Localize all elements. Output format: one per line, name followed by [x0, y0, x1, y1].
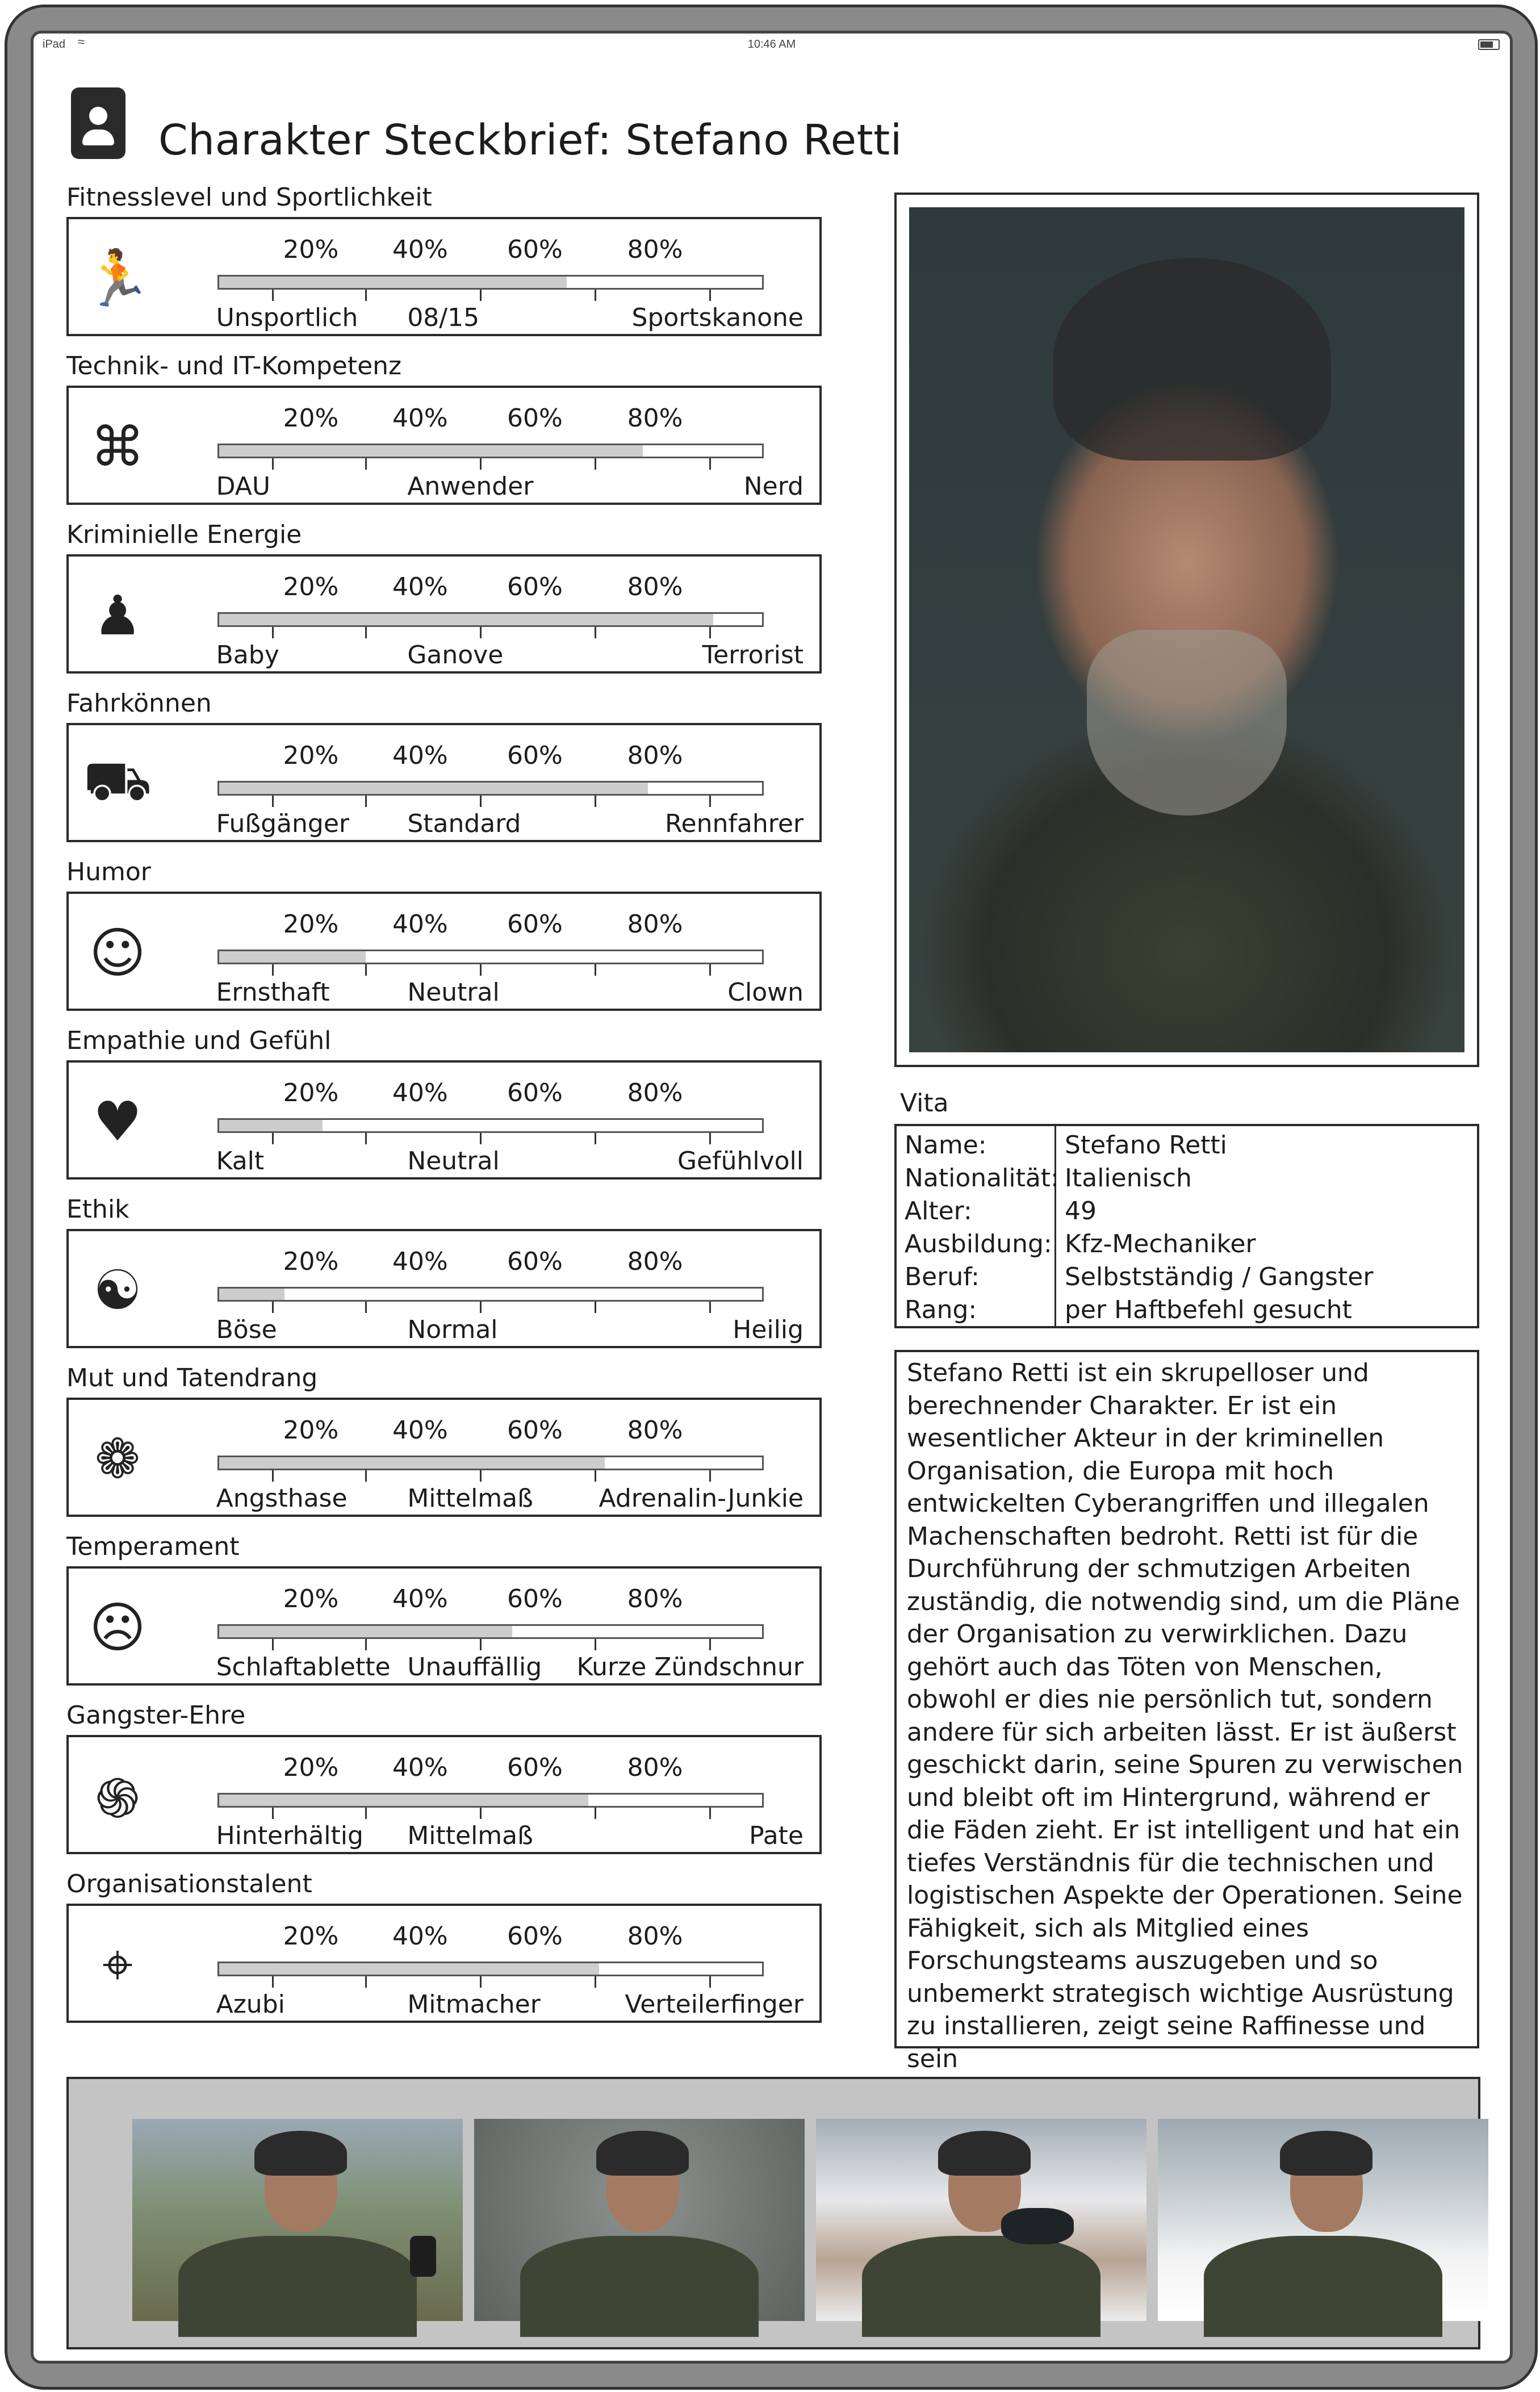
percent-label: 60%: [507, 1247, 563, 1276]
scale-label-high: Rennfahrer: [664, 809, 804, 838]
trait-heading: Temperament: [66, 1532, 240, 1561]
percent-label: 80%: [627, 1078, 683, 1107]
percent-label: 80%: [627, 741, 683, 770]
brain-icon: ⌘: [90, 415, 145, 479]
trait-heading: Fahrkönnen: [66, 689, 212, 718]
percent-label: 80%: [627, 910, 683, 939]
trait-slider[interactable]: [217, 1287, 764, 1302]
spiral-icon: ֍: [95, 1766, 140, 1830]
vita-label: Vita: [900, 1089, 949, 1118]
scale-label-mid: Mitmacher: [407, 1990, 541, 2019]
trait-heading: Fitnesslevel und Sportlichkeit: [66, 183, 432, 212]
vita-key: Beruf:: [905, 1262, 980, 1291]
vita-divider: [1054, 1126, 1056, 1326]
wifi-icon: ≈: [78, 35, 85, 49]
percent-label: 40%: [392, 1753, 448, 1782]
trait-slider-fill: [219, 1626, 512, 1637]
pumpkin-icon: ❁: [94, 1427, 141, 1491]
scale-label-high: Adrenalin-Junkie: [599, 1484, 804, 1513]
scale-label-low: Angsthase: [216, 1484, 348, 1513]
trait-slider[interactable]: [217, 612, 764, 627]
percent-label: 20%: [283, 235, 339, 264]
gallery-photo-4[interactable]: [1158, 2119, 1488, 2321]
scale-label-mid: Standard: [407, 809, 521, 838]
scale-label-high: Clown: [727, 978, 804, 1007]
trait-heading: Kriminielle Energie: [66, 520, 302, 549]
slider-ticks: [217, 458, 764, 470]
running-person-icon: 🏃: [83, 246, 152, 310]
scale-label-mid: Anwender: [407, 472, 534, 501]
percent-label: 20%: [283, 1584, 339, 1613]
compass-icon: ⌖: [102, 1933, 133, 1996]
percent-label: 40%: [392, 1247, 448, 1276]
percent-label: 40%: [392, 404, 448, 433]
trait-card: [66, 1398, 822, 1517]
percent-label: 60%: [507, 910, 563, 939]
scale-label-low: Fußgänger: [216, 809, 349, 838]
trait-slider[interactable]: [217, 1793, 764, 1808]
vita-key: Name:: [905, 1131, 987, 1160]
battery-icon: [1478, 39, 1500, 50]
slider-ticks: [217, 796, 764, 807]
trait-slider-fill: [219, 277, 567, 288]
percent-label: 40%: [392, 741, 448, 770]
trait-card: [66, 1229, 822, 1348]
slider-ticks: [217, 1976, 764, 1988]
vita-key: Rang:: [905, 1295, 977, 1324]
slider-ticks: [217, 290, 764, 301]
trait-heading: Humor: [66, 858, 151, 886]
percent-label: 80%: [627, 1247, 683, 1276]
slider-ticks: [217, 627, 764, 638]
scale-label-high: Nerd: [743, 472, 804, 501]
percent-label: 60%: [507, 572, 563, 601]
vita-key: Alter:: [905, 1197, 972, 1226]
device-name: iPad: [43, 38, 66, 51]
percent-label: 80%: [627, 1584, 683, 1613]
yin-yang-icon: ☯: [93, 1258, 143, 1322]
percent-label: 40%: [392, 572, 448, 601]
trait-slider-fill: [219, 1457, 605, 1469]
trait-card: [66, 1060, 822, 1180]
vita-value: Stefano Retti: [1065, 1131, 1227, 1160]
gallery-photo-1[interactable]: [132, 2119, 463, 2321]
contact-card-icon: [71, 87, 125, 159]
heart-icon: ♥: [93, 1090, 143, 1153]
gallery-photo-2[interactable]: [474, 2119, 805, 2321]
percent-label: 60%: [507, 1416, 563, 1445]
trait-heading: Gangster-Ehre: [66, 1701, 246, 1730]
percent-label: 20%: [283, 1247, 339, 1276]
trait-slider-fill: [219, 445, 643, 457]
trait-card: [66, 554, 822, 674]
scale-label-low: Unsportlich: [216, 303, 358, 332]
trait-slider-fill: [219, 1963, 599, 1975]
percent-label: 20%: [283, 741, 339, 770]
sick-face-icon: ☹: [89, 1596, 147, 1659]
vita-key: Nationalität:: [905, 1164, 1059, 1193]
trait-slider[interactable]: [217, 1118, 764, 1133]
slider-ticks: [217, 1302, 764, 1313]
trait-card: [66, 1904, 822, 2023]
vita-value: 49: [1065, 1197, 1097, 1226]
scale-label-mid: Mittelmaß: [407, 1821, 533, 1850]
scale-label-low: Kalt: [216, 1147, 265, 1176]
vita-value: Italienisch: [1065, 1164, 1192, 1193]
percent-label: 20%: [283, 404, 339, 433]
trait-card: [66, 892, 822, 1011]
slider-ticks: [217, 1133, 764, 1144]
percent-label: 80%: [627, 572, 683, 601]
percent-label: 20%: [283, 572, 339, 601]
percent-label: 40%: [392, 1078, 448, 1107]
portrait-photo: [894, 193, 1479, 1067]
trait-slider-fill: [219, 1795, 588, 1806]
scale-label-high: Gefühlvoll: [677, 1147, 804, 1176]
scale-label-high: Kurze Zündschnur: [576, 1653, 804, 1682]
bio-text-box[interactable]: [894, 1350, 1479, 2073]
slider-ticks: [217, 1470, 764, 1482]
slider-ticks: [217, 1639, 764, 1650]
percent-label: 20%: [283, 1078, 339, 1107]
percent-label: 40%: [392, 1416, 448, 1445]
scale-label-low: Azubi: [216, 1990, 285, 2019]
scale-label-high: Heilig: [733, 1315, 804, 1344]
scale-label-mid: 08/15: [407, 303, 480, 332]
slider-ticks: [217, 1808, 764, 1819]
percent-label: 80%: [627, 1416, 683, 1445]
scale-label-low: Böse: [216, 1315, 277, 1344]
trait-slider[interactable]: [217, 444, 764, 458]
trait-heading: Mut und Tatendrang: [66, 1364, 318, 1392]
percent-label: 40%: [392, 1584, 448, 1613]
portrait-image: [909, 207, 1464, 1052]
slider-ticks: [217, 964, 764, 976]
bio-text: Stefano Retti ist ein skrupelloser und berechnender Charakter. Er ist ein wesentlicher Akteur in der kriminellen Organisation, die Europa mit hoch entwickelten Cyberangriffen und illegalen Machenschaften bedroht. Retti ist für die Durchführung der schmutzigen Arbeiten zuständig, die notwendig sind, um die Pläne der Organisation zu verwirklichen. Dazu gehört auch das Töten von Menschen, obwohl er dies nie persönlich tut, sondern andere für sich arbeiten lässt. Er ist äußerst geschickt darin, seine Spuren zu verwischen und bleibt oft im Hintergrund, während er die Fäden zieht. Er ist intelligent und hat ein tiefes Verständnis für die technischen und logistischen Aspekte der Operationen. Seine Fähigkeit, sich als Mitglied eines Forschungsteams auszugeben und so unbemerkt strategisch wichtige Ausrüstung zu installieren, zeigt seine Raffinesse und sein: [907, 1358, 1463, 2073]
laughing-face-icon: ☺: [89, 921, 147, 985]
percent-label: 20%: [283, 1922, 339, 1951]
percent-label: 80%: [627, 1922, 683, 1951]
trait-card: [66, 1566, 822, 1686]
percent-label: 80%: [627, 1753, 683, 1782]
trait-slider-fill: [219, 1120, 323, 1131]
scale-label-low: Baby: [216, 641, 279, 670]
scale-label-low: Schlaftablette: [216, 1653, 391, 1682]
vita-key: Ausbildung:: [905, 1230, 1052, 1258]
trait-slider[interactable]: [217, 1456, 764, 1470]
percent-label: 20%: [283, 1416, 339, 1445]
trait-slider[interactable]: [217, 1962, 764, 1976]
trait-heading: Technik- und IT-Kompetenz: [66, 352, 402, 380]
status-bar: [34, 34, 1510, 56]
scale-label-mid: Unauffällig: [407, 1653, 542, 1682]
percent-label: 60%: [507, 741, 563, 770]
scale-label-mid: Mittelmaß: [407, 1484, 533, 1513]
screen: [31, 31, 1513, 2364]
vita-table: [894, 1124, 1479, 1328]
trait-heading: Empathie und Gefühl: [66, 1026, 332, 1055]
trait-card: [66, 386, 822, 505]
trait-heading: Organisationstalent: [66, 1870, 312, 1898]
scale-label-mid: Neutral: [407, 978, 500, 1007]
trait-slider[interactable]: [217, 275, 764, 290]
percent-label: 60%: [507, 1922, 563, 1951]
percent-label: 20%: [283, 910, 339, 939]
trait-heading: Ethik: [66, 1195, 129, 1224]
percent-label: 40%: [392, 235, 448, 264]
scale-label-mid: Normal: [407, 1315, 498, 1344]
percent-label: 60%: [507, 1078, 563, 1107]
scale-label-mid: Neutral: [407, 1147, 500, 1176]
scale-label-high: Pate: [749, 1821, 804, 1850]
burglar-icon: ♟: [93, 584, 143, 647]
photo-gallery: [66, 2077, 1480, 2349]
scale-label-high: Terrorist: [702, 641, 804, 670]
status-time: 10:46 AM: [747, 38, 796, 51]
percent-label: 60%: [507, 404, 563, 433]
percent-label: 60%: [507, 1584, 563, 1613]
trait-card: [66, 1735, 822, 1854]
vita-value: Kfz-Mechaniker: [1065, 1230, 1256, 1258]
scale-label-low: Ernsthaft: [216, 978, 330, 1007]
trait-slider-fill: [219, 614, 713, 625]
scale-label-low: Hinterhältig: [216, 1821, 363, 1850]
percent-label: 40%: [392, 1922, 448, 1951]
percent-label: 80%: [627, 235, 683, 264]
trait-slider[interactable]: [217, 1624, 764, 1639]
trait-card: [66, 217, 822, 336]
scale-label-high: Sportskanone: [631, 303, 804, 332]
trait-slider-fill: [219, 783, 648, 794]
vita-value: per Haftbefehl gesucht: [1065, 1295, 1352, 1324]
gallery-photo-3[interactable]: [816, 2119, 1146, 2321]
trait-slider-fill: [219, 951, 366, 963]
trait-slider[interactable]: [217, 781, 764, 796]
trait-slider-fill: [219, 1289, 284, 1300]
car-crash-icon: ⛟: [83, 749, 152, 813]
percent-label: 40%: [392, 910, 448, 939]
scale-label-mid: Ganove: [407, 641, 504, 670]
percent-label: 80%: [627, 404, 683, 433]
scale-label-high: Verteilerfinger: [625, 1990, 804, 2019]
page-title: Charakter Steckbrief: Stefano Retti: [158, 116, 902, 165]
vita-value: Selbstständig / Gangster: [1065, 1262, 1374, 1291]
percent-label: 20%: [283, 1753, 339, 1782]
percent-label: 60%: [507, 1753, 563, 1782]
percent-label: 60%: [507, 235, 563, 264]
scale-label-low: DAU: [216, 472, 271, 501]
trait-card: [66, 723, 822, 842]
trait-slider[interactable]: [217, 950, 764, 964]
